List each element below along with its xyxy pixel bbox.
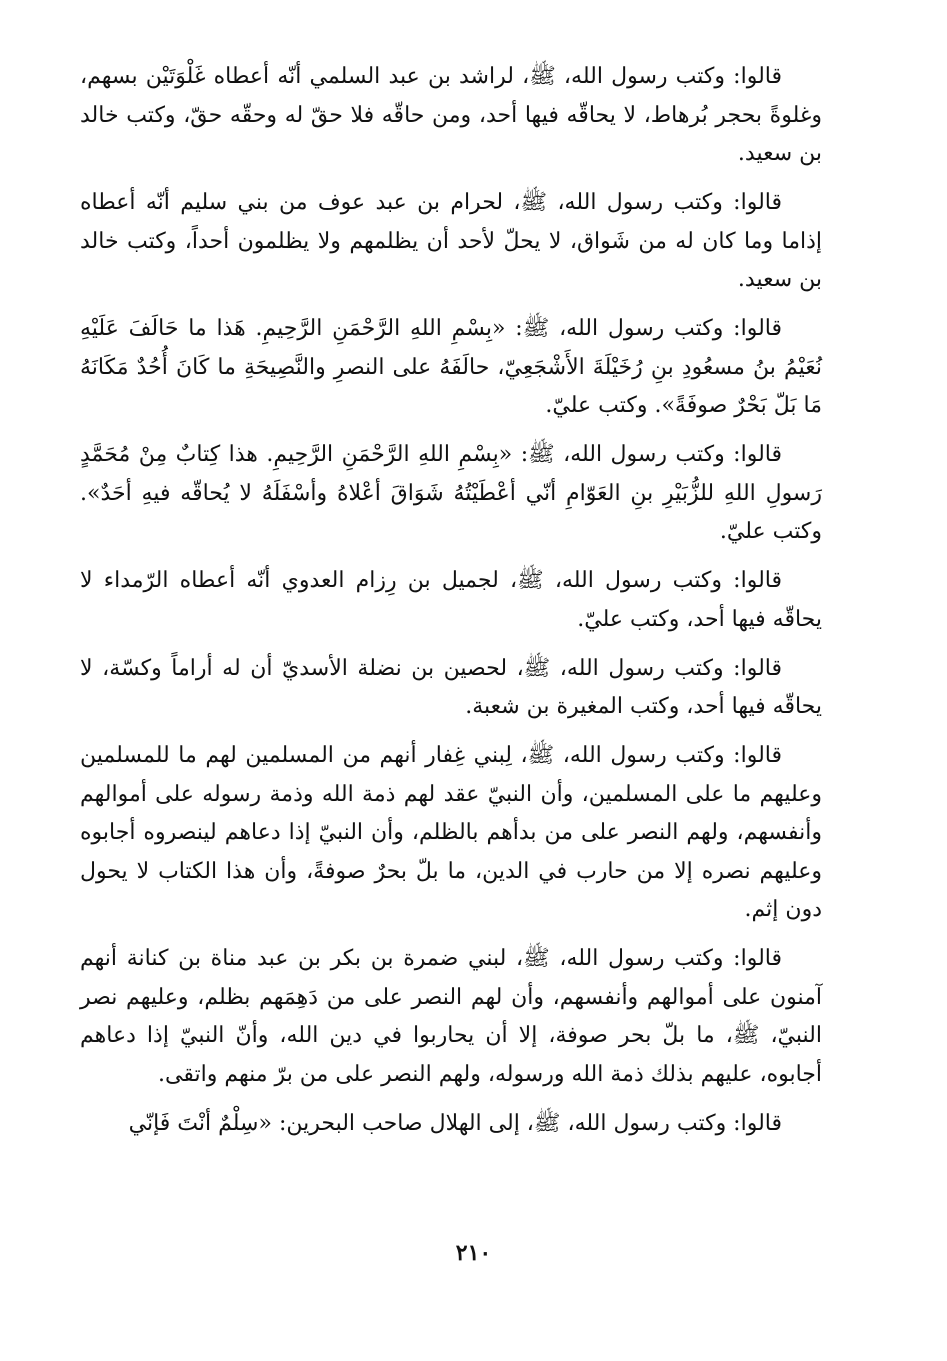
paragraph-3: قالوا: وكتب رسول الله، ﷺ: «بِسْمِ اللهِ الرَّحْمَنِ الرَّحِيمِ. هَذا ما حَالَفَ عَلَيْهِ نُعَيْمُ بنُ مسعُودِ بنِ رُخَيْلَةَ الأَشْجَعِيّ، حالَفَهُ على النصرِ والنَّصِيحَةِ ما كَانَ أُحُدٌ مَكَانَهُ مَا بَلّ بَحْرٌ صوفَةً». وكتب عليّ. <box>80 316 822 418</box>
page-number: ٢١٠ <box>455 1240 492 1266</box>
paragraph-4: قالوا: وكتب رسول الله، ﷺ: «بِسْمِ اللهِ الرَّحْمَنِ الرَّحِيمِ. هذا كِتابٌ مِنْ مُحَمَّدٍ رَسولِ اللهِ للزُّبَيْرِ بنِ العَوّامِ أنّي أعْطَيْتُهُ شَوَاقَ أعْلاهُ وأسْفَلَهُ لا يُحاقّه فيهِ أحَدٌ». وكتب عليّ. <box>80 442 822 544</box>
paragraph-8: قالوا: وكتب رسول الله، ﷺ، لبني ضمرة بن بكر بن عبد مناة بن كنانة أنهم آمنون على أموالهم وأنفسهم، وأن لهم النصر على من دَهِمَهم بظلم، وعليهم نصر النبيّ، ﷺ، ما بلّ بحر صوفة، إلا أن يحاربوا في دين الله، وأنّ النبيّ إذا دعاهم أجابوه، عليهم بذلك ذمة الله ورسوله، ولهم النصر على من برّ منهم واتقى. <box>80 946 822 1087</box>
paragraph-9: قالوا: وكتب رسول الله، ﷺ، إلى الهلال صاحب البحرين: «سِلْمٌ أنْتَ فَإنّي <box>128 1110 782 1136</box>
paragraph-5: قالوا: وكتب رسول الله، ﷺ، لجميل بن رِزام العدوي أنّه أعطاه الرّمداء لا يحاقّه فيها أحد، وكتب عليّ. <box>80 568 822 632</box>
paragraph-7: قالوا: وكتب رسول الله، ﷺ، لِبني غِفار أنهم من المسلمين لهم ما للمسلمين وعليهم ما على المسلمين، وأن النبيّ عقد لهم ذمة الله وذمة رسوله على أموالهم وأنفسهم، ولهم النصر على من بدأهم بالظلم، وأن النبيّ إذا دعاهم لينصروه أجابوه وعليهم نصره إلا من حارب في الدين، ما بلّ بحرٌ صوفةً، وأن هذا الكتاب لا يحول دون إثم. <box>80 743 822 922</box>
page-text-body <box>80 58 822 1154</box>
paragraph-6: قالوا: وكتب رسول الله، ﷺ، لحصين بن نضلة الأسديّ أن له أراماً وكسّة، لا يحاقّه فيها أحد، وكتب المغيرة بن شعبة. <box>80 655 822 719</box>
paragraph-1: قالوا: وكتب رسول الله، ﷺ، لراشد بن عبد السلمي أنّه أعطاه غَلْوَتَيْن بسهم، وغلوةً بحجر بُرهاط، لا يحاقّه فيها أحد، ومن حاقّه فلا حقّ له وحقّه حقّ، وكتب خالد بن سعيد. <box>80 64 822 166</box>
paragraph-2: قالوا: وكتب رسول الله، ﷺ، لحرام بن عبد عوف من بني سليم أنّه أعطاه إذاما وما كان له من شَواق، لا يحلّ لأحد أن يظلمهم ولا يظلمون أحداً، وكتب خالد بن سعيد. <box>80 190 822 292</box>
